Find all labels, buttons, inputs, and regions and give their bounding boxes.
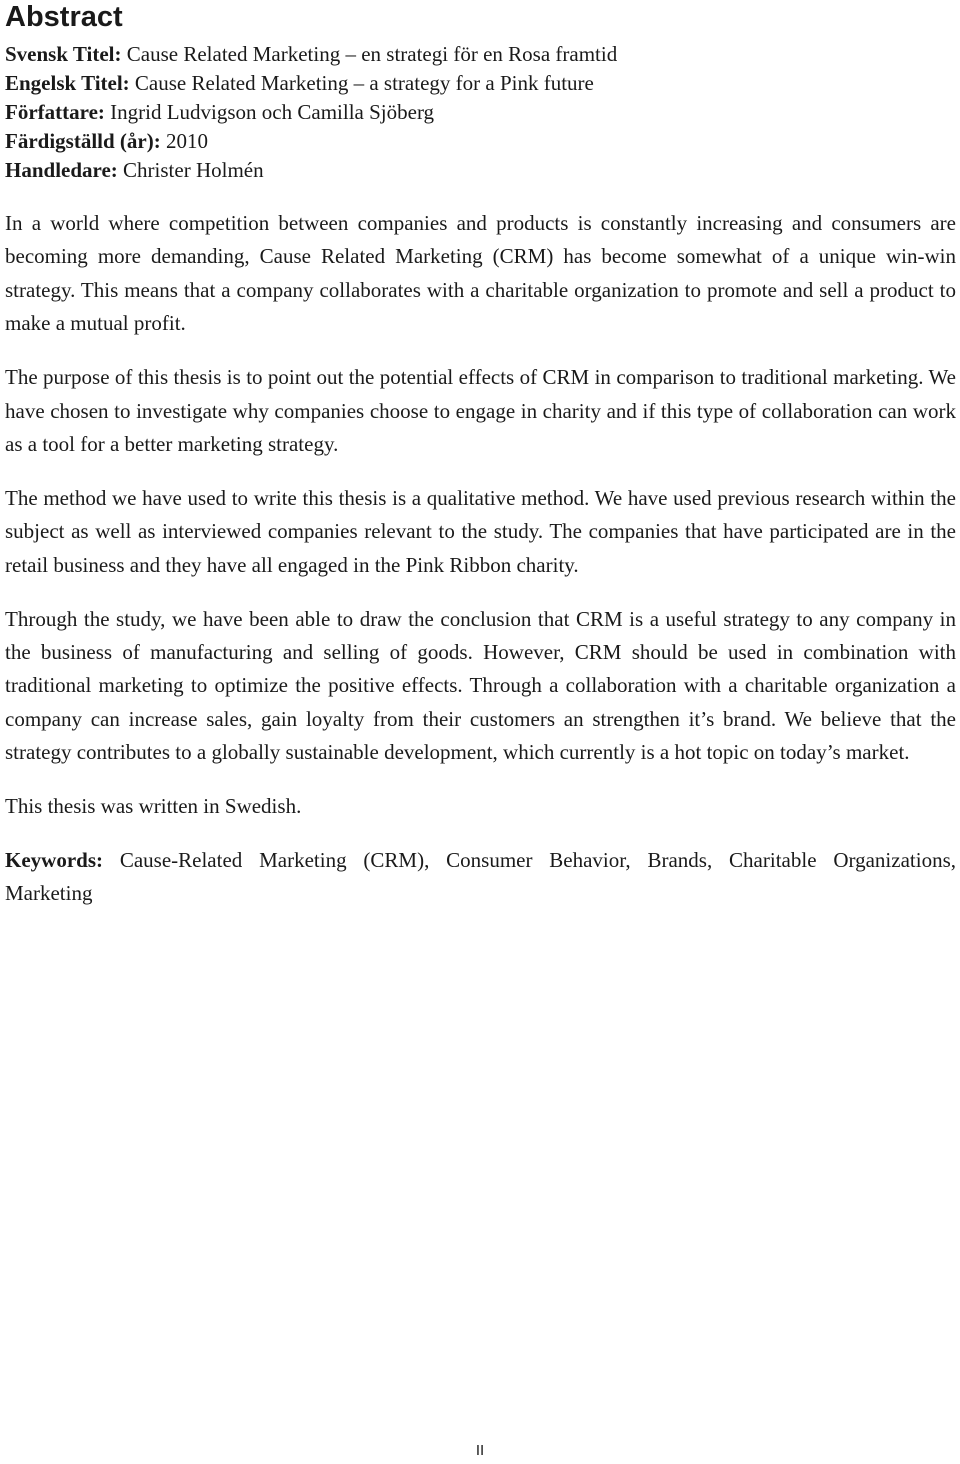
meta-value: 2010 xyxy=(165,129,208,153)
meta-label: Färdigställd (år): xyxy=(5,129,161,153)
thesis-metadata xyxy=(5,40,956,185)
meta-value: Cause Related Marketing – en strategi för en Rosa framtid xyxy=(126,42,618,66)
meta-value: Cause Related Marketing – a strategy for a Pink future xyxy=(134,71,594,95)
meta-label: Författare: xyxy=(5,100,105,124)
abstract-paragraph-method: The method we have used to write this thesis is a qualitative method. We have used previous research within the subject as well as interviewed companies relevant to the study. The companies that have participated are in the retail business and they have all engaged in the Pink Ribbon charity. xyxy=(5,485,956,577)
abstract-paragraph-conclusion: Through the study, we have been able to draw the conclusion that CRM is a useful strategy to any company in the business of manufacturing and selling of goods. However, CRM should be used in combination with traditional marketing to optimize the positive effects. Through a collaboration with a charitable organization a company can increase sales, gain loyalty from their customers an strengthen it’s brand. We believe that the strategy contributes to a globally sustainable development, which currently is a hot topic on today’s market. xyxy=(5,606,956,765)
keywords-label: Keywords: xyxy=(5,848,103,872)
meta-label: Handledare: xyxy=(5,158,118,182)
meta-supervisor xyxy=(5,156,956,185)
meta-authors xyxy=(5,98,956,127)
meta-label: Engelsk Titel: xyxy=(5,71,130,95)
meta-value: Christer Holmén xyxy=(123,158,264,182)
meta-english-title xyxy=(5,69,956,98)
document-page xyxy=(5,0,956,911)
abstract-paragraph-language: This thesis was written in Swedish. xyxy=(5,794,302,819)
keywords-value: Cause-Related Marketing (CRM), Consumer Behavior, Brands, Charitable Organizations, Marketing xyxy=(5,848,956,906)
page-number: II xyxy=(475,1442,485,1459)
meta-value: Ingrid Ludvigson och Camilla Sjöberg xyxy=(110,100,435,124)
abstract-paragraph-purpose: The purpose of this thesis is to point out the potential effects of CRM in comparison to traditional marketing. We have chosen to investigate why companies choose to engage in charity and if this type of collaboration can work as a tool for a better marketing strategy. xyxy=(5,365,956,456)
abstract-heading: Abstract xyxy=(5,1,123,33)
meta-swedish-title xyxy=(5,40,956,69)
keywords xyxy=(5,844,956,911)
meta-label: Svensk Titel: xyxy=(5,42,122,66)
abstract-paragraph-intro: In a world where competition between companies and products is constantly increasing and consumers are becoming more demanding, Cause Related Marketing (CRM) has become somewhat of a unique win-win strategy. This means that a company collaborates with a charitable organization to promote and sell a product to make a mutual profit. xyxy=(5,211,956,336)
meta-year xyxy=(5,127,956,156)
